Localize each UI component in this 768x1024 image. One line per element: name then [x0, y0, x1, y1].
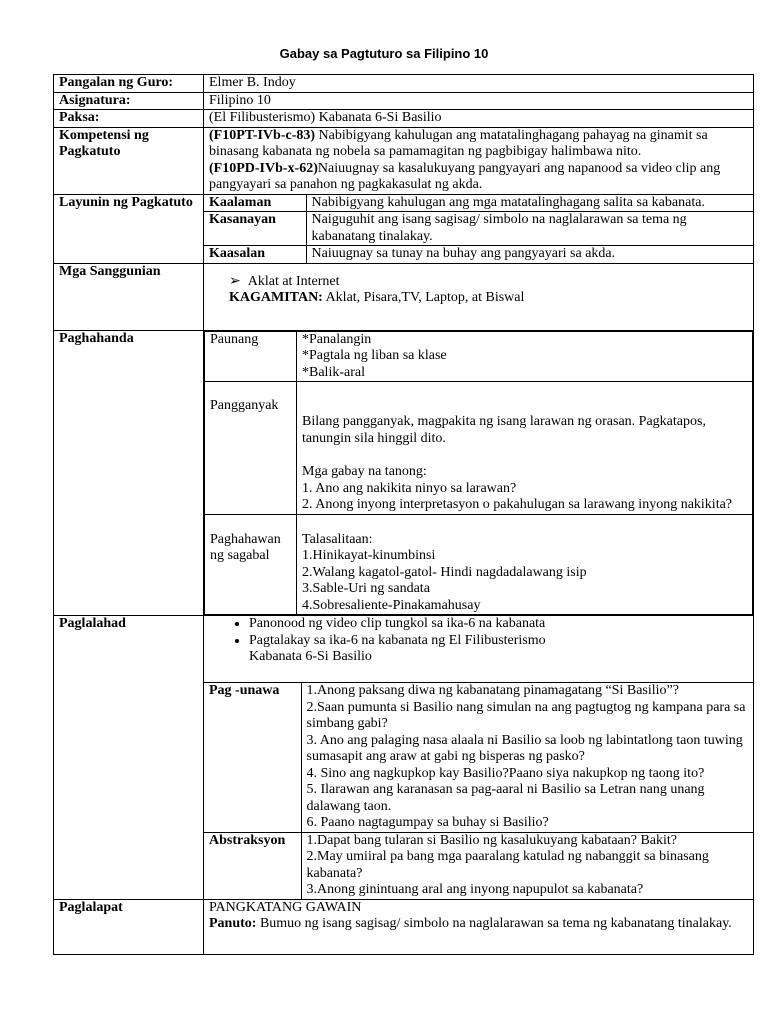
abstraksyon-key: Abstraksyon: [204, 832, 301, 899]
kagamitan-line: [209, 290, 748, 307]
gabay-heading: Mga gabay na tanong:: [302, 464, 427, 479]
paglalahad-bullet-continued: Kabanata 6-Si Basilio: [249, 649, 372, 664]
layunin-value: Naiuugnay sa tunay na buhay ang pangyayari sa akda.: [306, 246, 753, 263]
row-paglalahad: [54, 616, 754, 900]
talasalitaan-item: 3.Sable-Uri ng sandata: [302, 581, 430, 596]
guro-label: Pangalan ng Guro:: [54, 75, 204, 93]
sanggunian-arrow-item: [209, 274, 748, 291]
layunin-value: Naiguguhit ang isang sagisag/ simbolo na naglalarawan sa tema ng kabanatang tinalakay.: [306, 212, 753, 246]
pagunawa-question: 4. Sino ang nagkupkop kay Basilio?Paano siya nakupkop ng taong ito?: [306, 765, 705, 781]
pagunawa-question: 3. Ano ang palaging nasa alaala ni Basilio sa loob ng labintatlong taon tuwing sumasapit ang araw at gabi ng bisperas ng pasko?: [306, 732, 743, 764]
paglalahad-bullet: • Panonood ng video clip tungkol sa ika-6 na kabanata: [249, 616, 748, 633]
paglalapat-heading: PANGKATANG GAWAIN: [209, 899, 362, 915]
row-sanggunian: [54, 263, 754, 330]
paghahanda-label: Paghahanda: [54, 330, 204, 616]
asignatura-label: Asignatura:: [54, 92, 204, 110]
kagamitan-value: Aklat, Pisara,TV, Laptop, at Biswal: [322, 290, 525, 305]
row-paghahanda: [54, 330, 754, 616]
lesson-plan-table: [53, 74, 754, 955]
paglalahad-label: Paglalahad: [54, 616, 204, 900]
paglalahad-list: [209, 616, 748, 649]
row-kompetensi: [54, 127, 754, 194]
paglalahad-cell: [204, 616, 754, 900]
kompetensi-value: [204, 127, 754, 194]
pangganyak-row: [205, 382, 753, 515]
kagamitan-label: KAGAMITAN:: [229, 290, 323, 305]
talasalitaan-item: 2.Walang kagatol-gatol- Hindi nagdadalawang isip: [302, 564, 587, 580]
abstraksyon-row: [204, 832, 753, 899]
pagunawa-question: 5. Ilarawan ang karanasan sa pag-aaral ni Basilio sa Letran nang unang dalawang taon.: [306, 782, 705, 814]
paglalahad-bullet: • Pagtalakay sa ika-6 na kabanata ng El Filibusterismo: [249, 633, 748, 650]
abstraksyon-question: 1.Dapat bang tularan si Basilio ng kasalukuyang kabataan? Bakit?: [306, 832, 678, 848]
paglalapat-label: Paglalapat: [54, 899, 204, 954]
asignatura-value: Filipino 10: [204, 92, 754, 110]
pangganyak-key: Pangganyak: [205, 382, 297, 515]
document-title: Gabay sa Pagtuturo sa Filipino 10: [279, 46, 489, 61]
row-guro: [54, 75, 754, 93]
sanggunian-value: [204, 263, 754, 330]
panuto-line: [209, 916, 748, 933]
paghahawan-row: [205, 514, 753, 615]
pagunawa-question: 1.Anong paksang diwa ng kabanatang pinamagatang “Si Basilio”?: [306, 683, 679, 698]
paglalapat-content: [204, 899, 754, 954]
kompetensi-text-1: Nabibigyang kahulugan ang matatalinghagang pahayag na ginamit sa binasang kabanata ng nobela sa pamamagitan ng pagbibigay halimbawa nito.: [209, 127, 708, 159]
paunang-line: *Panalangin: [302, 331, 372, 347]
layunin-value: Nabibigyang kahulugan ang mga matatalinghagang salita sa kabanata.: [306, 195, 753, 212]
layunin-cell: [204, 194, 754, 263]
pagunawa-content: [301, 683, 753, 833]
pagunawa-question: 6. Paano nagtagumpay sa buhay si Basilio?: [306, 815, 549, 830]
paunang-lines: [297, 331, 753, 382]
layunin-row: [204, 195, 753, 212]
paunang-row: [205, 331, 753, 382]
panuto-text: Bumuo ng isang sagisag/ simbolo na naglalarawan sa tema ng kabanatang tinalakay.: [256, 916, 732, 931]
layunin-key: Kaalaman: [204, 195, 306, 212]
paunang-line: *Pagtala ng liban sa klase: [302, 348, 447, 363]
layunin-key: Kasanayan: [204, 212, 306, 246]
paghahawan-content: [297, 514, 753, 615]
pagunawa-question: 2.Saan pumunta si Basilio nang simulan na ang pagtugtog ng kampana para sa simbang gabi?: [306, 699, 746, 731]
kompetensi-text-2: Naiuugnay sa kasalukuyang pangyayari ang napanood sa video clip ang pangyayari sa panahon ng pagkakasulat ng akda.: [209, 160, 721, 192]
talasalitaan-item: 1.Hinikayat-kinumbinsi: [302, 548, 436, 563]
row-asignatura: [54, 92, 754, 110]
paksa-value: (El Filibusterismo) Kabanata 6-Si Basilio: [204, 110, 754, 128]
paksa-label: Paksa:: [54, 110, 204, 128]
guro-value: Elmer B. Indoy: [204, 75, 754, 93]
abstraksyon-question: 2.May umiiral pa bang mga paaralang katulad ng nabanggit sa binasang kabanata?: [306, 849, 709, 881]
sanggunian-item: Aklat at Internet: [247, 273, 340, 289]
pagunawa-key: Pag -unawa: [204, 683, 301, 833]
paglalahad-table: [204, 682, 753, 899]
kompetensi-code-2: (F10PD-IVb-x-62): [209, 160, 318, 176]
pangganyak-content: [297, 382, 753, 515]
kompetensi-code-1: (F10PT-IVb-c-83): [209, 127, 316, 143]
arrow-right-icon: ➢: [229, 273, 241, 289]
row-layunin: [54, 194, 754, 263]
sanggunian-label: Mga Sanggunian: [54, 263, 204, 330]
talasalitaan-heading: Talasalitaan:: [302, 531, 373, 547]
talasalitaan-item: 4.Sobresaliente-Pinakamahusay: [302, 597, 481, 613]
pagunawa-row: [204, 683, 753, 833]
paghahawan-key: Paghahawan ng sagabal: [205, 514, 297, 615]
gabay-question: 1. Ano ang nakikita ninyo sa larawan?: [302, 480, 517, 496]
row-paksa: [54, 110, 754, 128]
paunang-line: *Balik-aral: [302, 364, 365, 380]
paghahanda-cell: [204, 330, 754, 616]
panuto-label: Panuto:: [209, 916, 257, 931]
paglalahad-bullets: [204, 616, 753, 682]
layunin-row: [204, 246, 753, 263]
gabay-question: 2. Anong inyong interpretasyon o pakahulugan sa larawang inyong nakikita?: [302, 497, 733, 512]
row-paglalapat: [54, 899, 754, 954]
abstraksyon-question: 3.Anong ginintuang aral ang inyong napupulot sa kabanata?: [306, 882, 644, 897]
paghahanda-table: [204, 331, 753, 616]
layunin-label: Layunin ng Pagkatuto: [54, 194, 204, 263]
pangganyak-text: Bilang pangganyak, magpakita ng isang larawan ng orasan. Pagkatapos, tanungin sila hinggil dito.: [302, 414, 706, 446]
abstraksyon-content: [301, 832, 753, 899]
kompetensi-label: Kompetensi ng Pagkatuto: [54, 127, 204, 194]
layunin-table: [204, 195, 753, 263]
paunang-key: Paunang: [205, 331, 297, 382]
layunin-row: [204, 212, 753, 246]
layunin-key: Kaasalan: [204, 246, 306, 263]
